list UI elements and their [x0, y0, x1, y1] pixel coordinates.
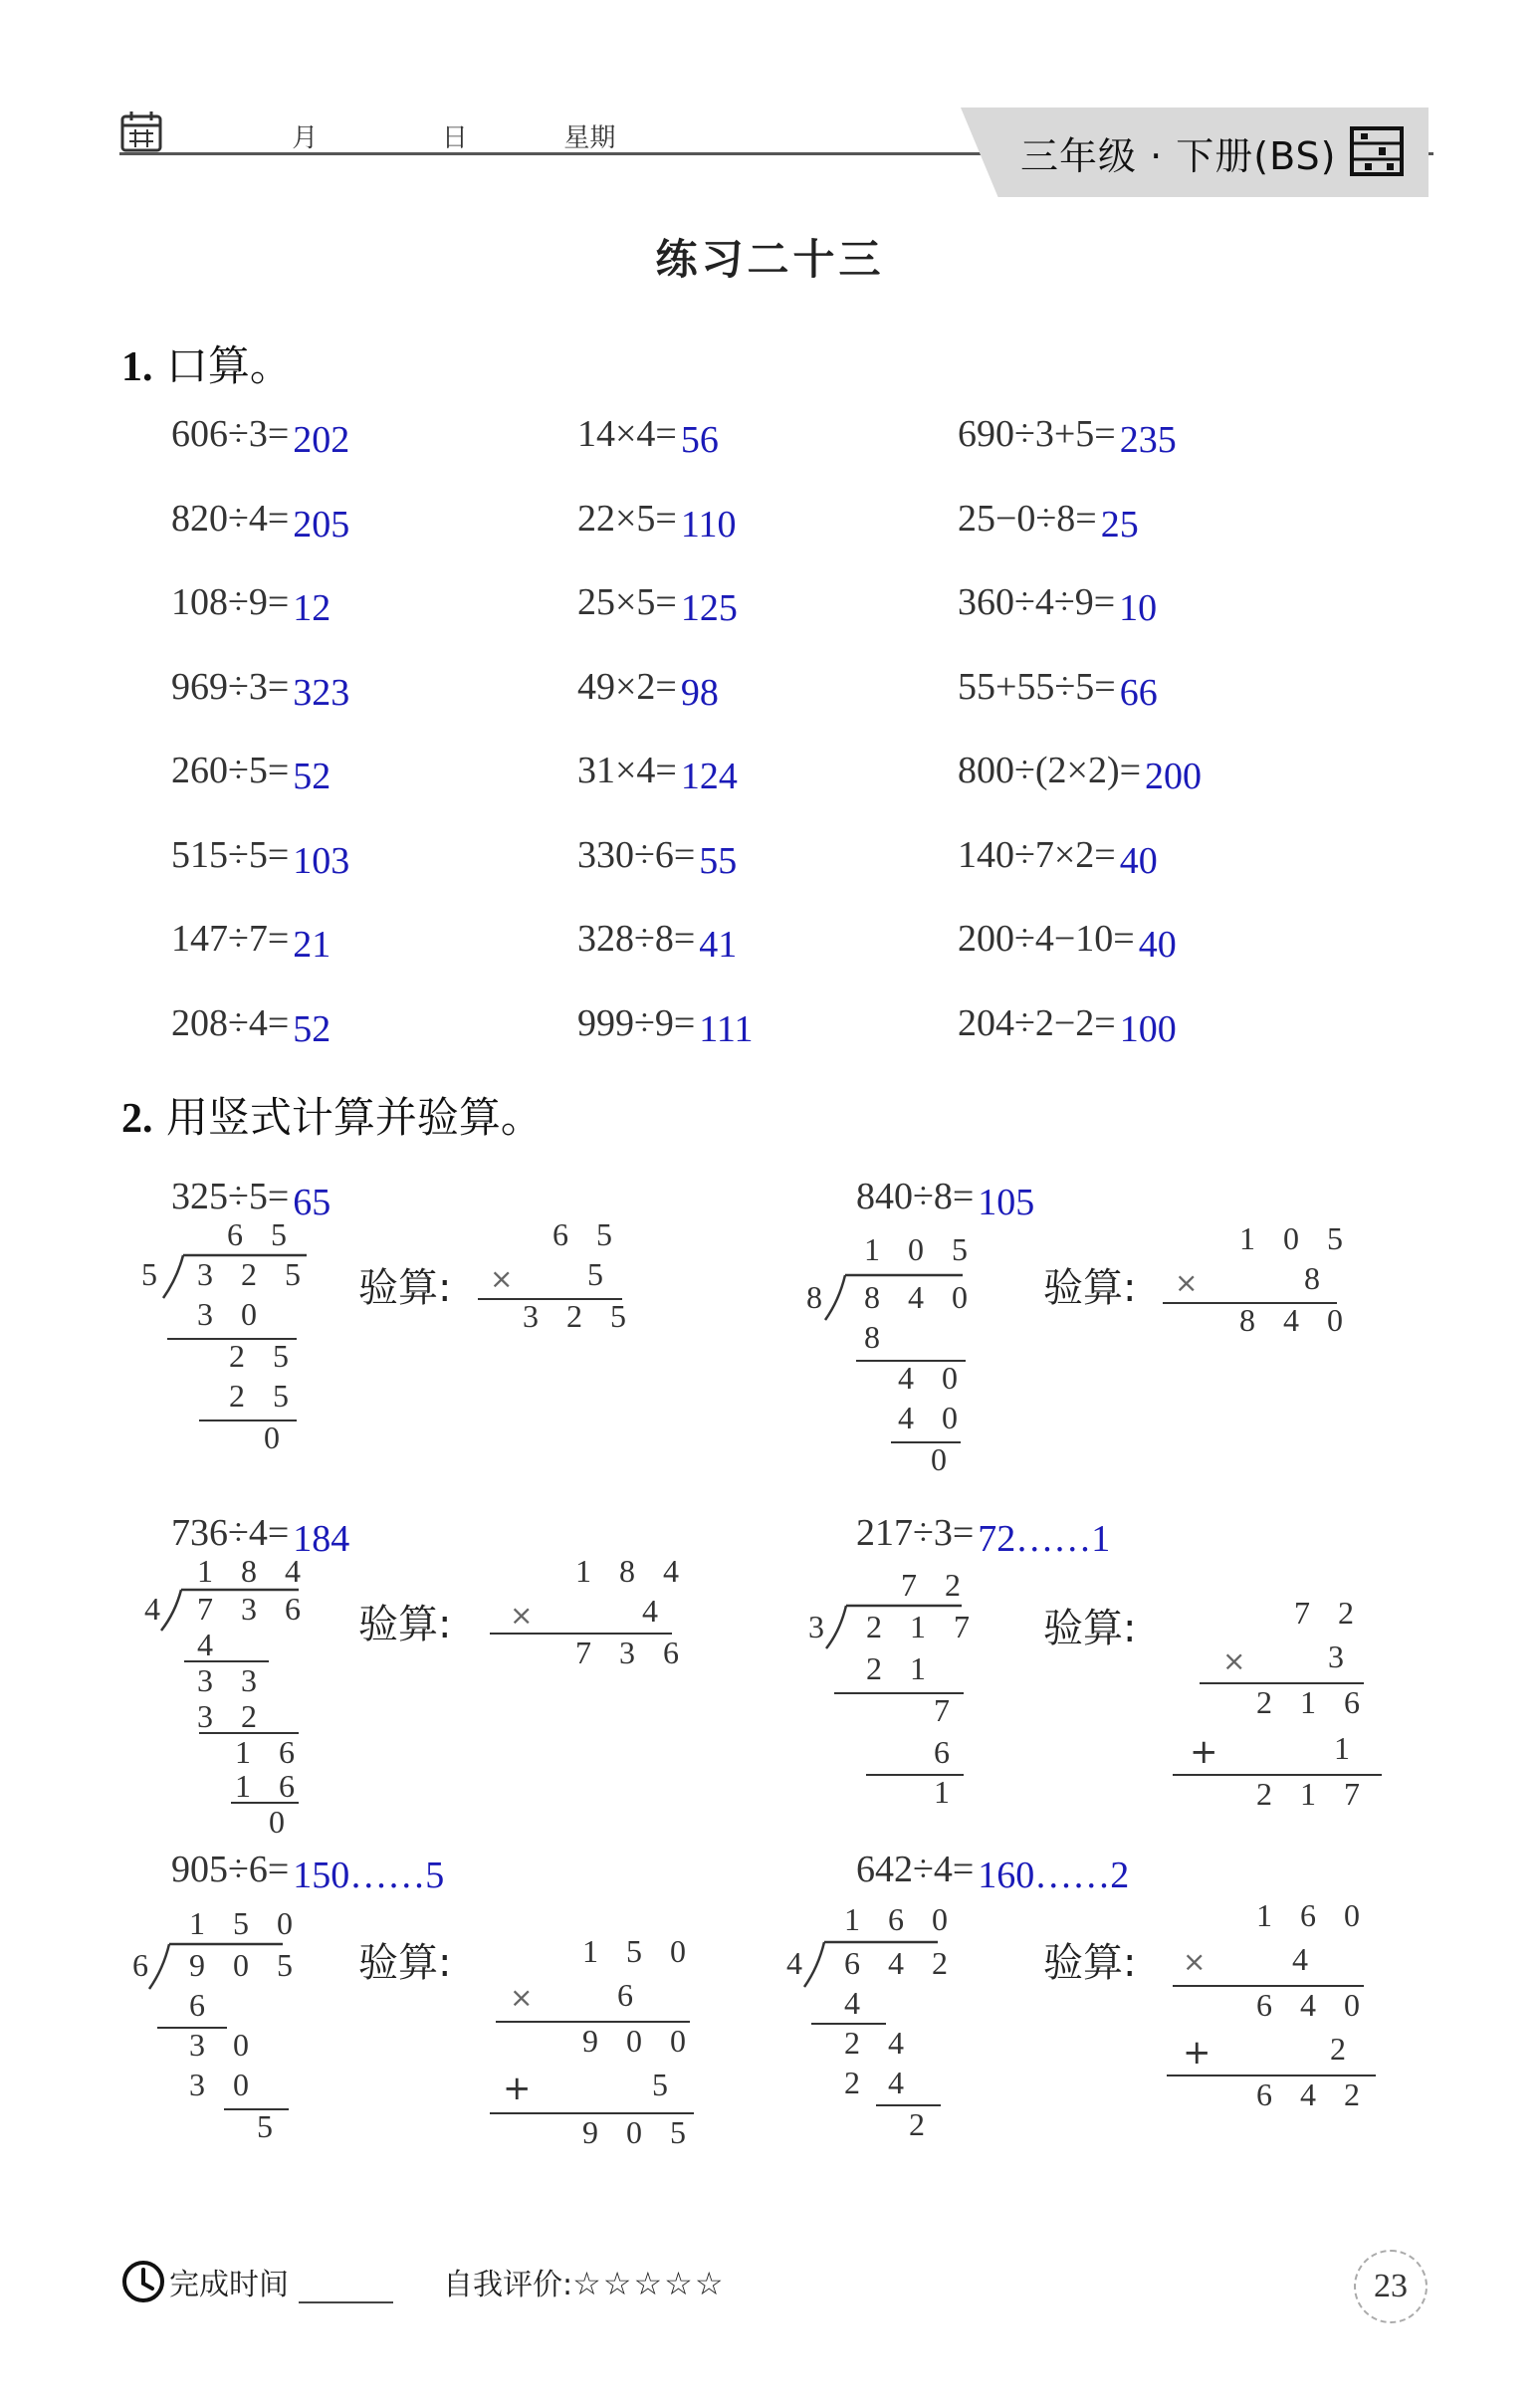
divisor: 4 — [786, 1945, 812, 1981]
check-product: 3 2 5 — [523, 1298, 636, 1334]
answer[interactable]: 10 — [1119, 587, 1158, 629]
check-factor: 1 0 5 — [1239, 1220, 1353, 1256]
problem-text: 515÷5= — [171, 833, 290, 876]
answer[interactable]: 12 — [293, 587, 331, 629]
check-label: 验算: — [1043, 1940, 1137, 1986]
check-product: 9 0 0 — [582, 2023, 696, 2059]
answer[interactable]: 202 — [293, 419, 350, 461]
answer[interactable]: 111 — [699, 1007, 754, 1050]
answer[interactable]: 105 — [978, 1182, 1035, 1223]
quotient: 1 6 0 — [844, 1901, 958, 1937]
step: 4 0 — [898, 1400, 968, 1435]
problem-text: 328÷8= — [577, 918, 696, 960]
answer[interactable]: 124 — [680, 756, 738, 797]
step: 4 — [844, 1985, 870, 2021]
answer[interactable]: 150……5 — [293, 1855, 445, 1896]
step: 4 0 — [898, 1360, 968, 1396]
problem-text: 360÷4÷9= — [958, 581, 1116, 623]
step: 6 — [934, 1734, 960, 1770]
mental-problem — [577, 1001, 754, 1050]
quotient: 1 0 5 — [864, 1231, 978, 1267]
mental-problem — [171, 749, 331, 797]
page-title: 练习二十三 — [655, 235, 885, 284]
remainder: 2 — [909, 2106, 935, 2142]
check-factor: 1 6 0 — [1256, 1897, 1370, 1933]
answer[interactable]: 110 — [680, 503, 737, 546]
vertical-problem-1: 325÷5= 65 — [171, 1176, 331, 1223]
section1-number: 1. — [121, 344, 153, 390]
problem-text: 800÷(2×2)= — [958, 750, 1142, 791]
check-factor: 7 2 — [1294, 1595, 1364, 1631]
mental-problem — [958, 665, 1158, 714]
problem-text: 606÷3= — [171, 413, 290, 455]
mental-problem — [958, 917, 1177, 966]
mental-problem — [958, 1001, 1177, 1050]
section1-label: 口算。 — [165, 341, 292, 390]
answer[interactable]: 40 — [1119, 839, 1158, 882]
check-label: 验算: — [1043, 1265, 1137, 1311]
answer[interactable]: 184 — [293, 1518, 350, 1560]
times-sign: × — [1175, 1266, 1199, 1299]
check-product: 8 4 0 — [1239, 1302, 1353, 1338]
mental-problem — [958, 749, 1203, 797]
check-sum: 2 1 7 — [1256, 1776, 1370, 1812]
answer[interactable]: 55 — [699, 839, 738, 882]
times-sign: × — [1222, 1644, 1246, 1677]
mental-problem — [171, 917, 331, 966]
check-label: 验算: — [1043, 1606, 1137, 1651]
answer[interactable]: 25 — [1100, 503, 1139, 546]
check-factor: 4 — [642, 1593, 668, 1629]
problem-text: 969÷3= — [171, 665, 290, 708]
remainder: 0 — [264, 1420, 290, 1455]
check-product: 7 3 6 — [575, 1635, 689, 1670]
problem-text: 25×5= — [577, 581, 677, 623]
problem-text: 208÷4= — [171, 1001, 290, 1044]
dividend: 8 4 0 — [864, 1279, 978, 1315]
day-label: 日 — [441, 123, 468, 153]
section2-number: 2. — [121, 1096, 153, 1142]
answer[interactable]: 65 — [293, 1182, 331, 1223]
step: 1 6 — [235, 1734, 305, 1770]
step: 2 1 — [866, 1650, 936, 1686]
divisor: 3 — [808, 1609, 834, 1644]
mental-problem — [171, 412, 350, 461]
problem-text: 999÷9= — [577, 1001, 696, 1044]
step: 6 — [189, 1987, 215, 2023]
section2-heading — [121, 1085, 543, 1145]
weekday-label: 星期 — [563, 123, 616, 153]
mental-problem — [171, 833, 350, 882]
step: 3 0 — [197, 1296, 267, 1332]
divisor: 6 — [132, 1947, 158, 1983]
page-number: 23 — [1354, 2250, 1428, 2323]
grade-label: 三年级 · 下册(BS) — [1020, 134, 1337, 178]
mental-problem — [577, 580, 738, 629]
times-sign: × — [1183, 1945, 1207, 1978]
mental-problem — [958, 833, 1158, 882]
problem-text: 200÷4−10= — [958, 918, 1135, 960]
divisor: 8 — [806, 1279, 832, 1315]
vertical-problem-5: 905÷6= 150……5 — [171, 1849, 445, 1896]
mental-problem — [577, 497, 737, 546]
problem-text: 140÷7×2= — [958, 833, 1116, 876]
answer[interactable]: 125 — [680, 587, 738, 629]
check-factor: 1 8 4 — [575, 1553, 689, 1589]
answer[interactable]: 41 — [699, 924, 738, 966]
answer[interactable]: 52 — [293, 756, 331, 797]
mental-problem — [577, 749, 738, 797]
step: 3 0 — [189, 2067, 259, 2102]
plus-sign: + — [503, 2069, 532, 2108]
plus-sign: + — [1183, 2033, 1211, 2073]
mental-problem — [577, 412, 719, 461]
step: 1 6 — [235, 1768, 305, 1804]
dividend: 7 3 6 — [197, 1591, 311, 1627]
problem-text: 49×2= — [577, 665, 677, 708]
step: 2 5 — [229, 1378, 299, 1414]
mental-problem — [171, 497, 350, 546]
month-label: 月 — [292, 123, 319, 153]
answer[interactable]: 200 — [1145, 756, 1203, 797]
problem-text: 820÷4= — [171, 497, 290, 540]
month-blank[interactable] — [184, 128, 284, 154]
check-factor: 4 — [1292, 1941, 1318, 1977]
problem-text: 31×4= — [577, 750, 677, 791]
check-addend: 5 — [652, 2067, 678, 2102]
problem-text: 25−0÷8= — [958, 497, 1097, 540]
remainder: 0 — [269, 1804, 295, 1840]
dividend: 3 2 5 — [197, 1256, 311, 1292]
weekday-blank[interactable] — [624, 128, 719, 154]
quotient: 1 5 0 — [189, 1905, 303, 1941]
check-addend: 2 — [1330, 2031, 1356, 2067]
mental-problem — [171, 665, 350, 714]
answer[interactable]: 235 — [1119, 419, 1177, 461]
vertical-problem-4: 217÷3= 72……1 — [856, 1512, 1111, 1560]
problem-text: 14×4= — [577, 413, 677, 455]
check-factor: 1 5 0 — [582, 1933, 696, 1969]
answer[interactable]: 21 — [293, 924, 331, 966]
step: 3 0 — [189, 2027, 259, 2063]
problem-text: 204÷2−2= — [958, 1001, 1116, 1044]
vertical-problem-6: 642÷4= 160……2 — [856, 1849, 1130, 1896]
vertical-problem-3: 736÷4= 184 — [171, 1512, 350, 1560]
answer[interactable]: 52 — [293, 1007, 331, 1050]
eval-label: 自我评价: — [443, 2268, 573, 2302]
step: 7 — [934, 1692, 960, 1728]
dividend: 2 1 7 — [866, 1609, 980, 1644]
check-product: 6 4 0 — [1256, 1987, 1370, 2023]
answer[interactable]: 205 — [293, 503, 350, 546]
problem-text: 108÷9= — [171, 581, 290, 623]
mental-problem — [577, 917, 738, 966]
mental-problem — [958, 580, 1158, 629]
mental-problem — [958, 412, 1177, 461]
check-label: 验算: — [358, 1265, 452, 1311]
answer[interactable]: 72……1 — [978, 1518, 1111, 1560]
section2-label: 用竖式计算并验算。 — [165, 1093, 543, 1142]
mental-problem — [577, 665, 719, 714]
check-factor: 8 — [1304, 1260, 1330, 1296]
divisor: 5 — [141, 1256, 167, 1292]
plus-sign: + — [1190, 1732, 1218, 1772]
check-label: 验算: — [358, 1940, 452, 1986]
step: 2 4 — [844, 2025, 914, 2061]
calendar-icon — [119, 109, 163, 153]
rating-stars[interactable]: ☆☆☆☆☆ — [572, 2265, 726, 2302]
abacus-icon — [1349, 125, 1405, 177]
check-sum: 9 0 5 — [582, 2114, 696, 2150]
answer[interactable]: 56 — [680, 419, 719, 461]
quotient: 1 8 4 — [197, 1553, 311, 1589]
problem-text: 22×5= — [577, 497, 677, 540]
answer[interactable]: 98 — [680, 671, 719, 714]
answer[interactable]: 66 — [1119, 671, 1158, 714]
step: 3 3 — [197, 1662, 267, 1698]
mental-problem — [171, 580, 331, 629]
answer[interactable]: 103 — [293, 839, 350, 882]
check-sum: 6 4 2 — [1256, 2076, 1370, 2112]
time-blank[interactable] — [299, 2274, 393, 2303]
remainder: 0 — [931, 1441, 957, 1477]
check-addend: 1 — [1334, 1730, 1360, 1766]
dividend: 6 4 2 — [844, 1945, 958, 1981]
mental-problem — [171, 1001, 331, 1050]
quotient: 6 5 — [227, 1216, 297, 1252]
check-factor: 6 5 — [552, 1216, 622, 1252]
quotient: 7 2 — [901, 1567, 971, 1603]
times-sign: × — [510, 1599, 534, 1632]
mental-problem — [577, 833, 738, 882]
divisor: 4 — [144, 1591, 170, 1627]
problem-text: 690÷3+5= — [958, 413, 1116, 455]
day-blank[interactable] — [334, 128, 434, 154]
check-factor: 6 — [617, 1977, 643, 2013]
step: 4 — [197, 1627, 223, 1662]
mental-problem — [958, 497, 1139, 546]
remainder: 5 — [257, 2108, 283, 2144]
remainder: 1 — [934, 1774, 960, 1810]
step: 8 — [864, 1319, 890, 1355]
problem-text: 260÷5= — [171, 750, 290, 791]
times-sign: × — [490, 1262, 514, 1295]
problem-text: 55+55÷5= — [958, 665, 1116, 708]
check-factor: 5 — [587, 1256, 613, 1292]
vertical-problem-2: 840÷8= 105 — [856, 1176, 1035, 1223]
problem-text: 330÷6= — [577, 833, 696, 876]
dividend: 9 0 5 — [189, 1947, 303, 1983]
problem-text: 147÷7= — [171, 918, 290, 960]
step: 2 5 — [229, 1338, 299, 1374]
section1-heading — [121, 333, 292, 393]
check-product: 2 1 6 — [1256, 1684, 1370, 1720]
check-factor: 3 — [1328, 1638, 1354, 1674]
answer[interactable]: 40 — [1138, 924, 1177, 966]
step: 2 4 — [844, 2065, 914, 2100]
time-label: 完成时间 — [169, 2268, 289, 2302]
check-label: 验算: — [358, 1602, 452, 1647]
step: 3 2 — [197, 1698, 267, 1734]
clock-icon — [119, 2258, 167, 2305]
times-sign: × — [510, 1981, 534, 2014]
answer[interactable]: 323 — [293, 671, 350, 714]
answer[interactable]: 160……2 — [978, 1855, 1130, 1896]
answer[interactable]: 100 — [1119, 1007, 1177, 1050]
